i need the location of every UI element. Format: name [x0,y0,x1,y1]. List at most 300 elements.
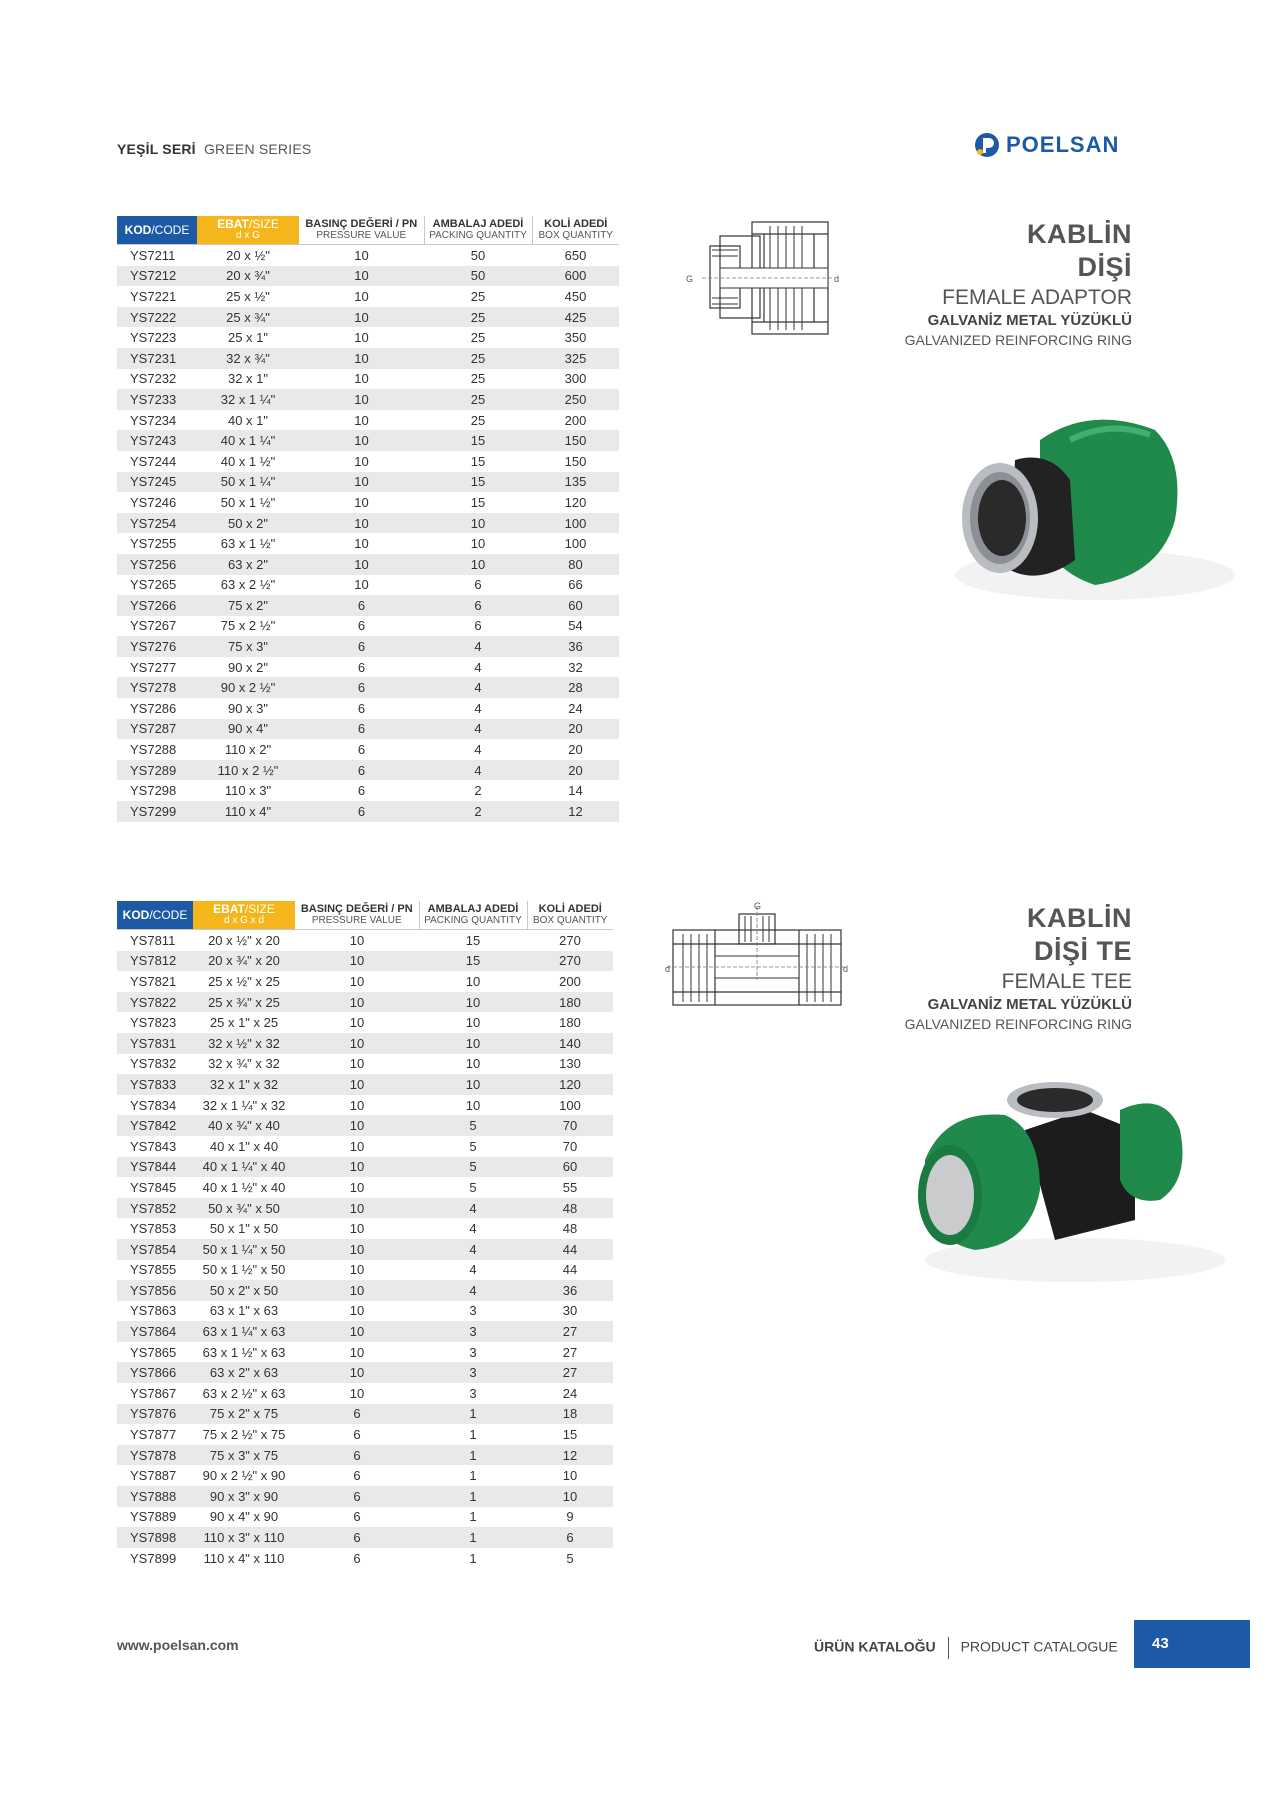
cell-code: YS7899 [130,1550,177,1566]
cell-pack: 15 [424,472,532,493]
cell-pn: 10 [295,1033,419,1054]
cell-code: YS7864 [117,1321,193,1342]
table-row [117,780,619,801]
cell-code: YS7256 [117,554,197,575]
cell-size: 20 x ¾" x 20 [193,951,295,972]
cell-pack: 50 [470,247,486,263]
cell-box: 60 [532,595,619,616]
cell-box: 180 [559,1015,581,1031]
cell-box: 140 [527,1033,613,1054]
cell-pack: 10 [465,1015,481,1031]
cell-box: 14 [568,783,583,799]
cell-code: YS7821 [130,973,177,989]
product2-title2: DİŞİ TE [1033,936,1132,966]
cell-code: YS7855 [130,1262,177,1278]
cell-size: 20 x ½" [226,247,270,263]
cell-pack: 50 [424,266,532,287]
cell-size: 32 x ½" x 32 [193,1033,295,1054]
cell-pn: 6 [295,1486,419,1507]
cell-pack: 4 [419,1239,527,1260]
cell-pack: 4 [474,700,482,716]
cell-box: 10 [562,1468,578,1484]
cell-pn: 6 [357,659,366,675]
cell-size: 63 x 2" x 63 [193,1362,295,1383]
cell-pn: 6 [299,719,424,740]
cell-size: 63 x 1 ½" x 63 [202,1344,286,1360]
cell-pn: 10 [299,554,424,575]
cell-pack: 15 [470,453,486,469]
product1-title2: DİŞİ [1077,252,1132,282]
table-row [117,636,619,657]
cell-size: 90 x 4" x 90 [209,1509,279,1525]
poelsan-logo-icon [974,132,1000,158]
product1-ring-en: GALVANIZED REINFORCING RING [904,332,1132,348]
cell-size: 50 x 1 ½" x 50 [202,1262,286,1278]
cell-pack: 5 [469,1179,477,1195]
cell-box: 10 [527,1486,613,1507]
cell-code: YS7843 [130,1138,177,1154]
cell-code: YS7234 [130,412,177,428]
table-row [117,513,619,534]
col-box: KOLİ ADEDİ BOX QUANTITY [527,901,613,930]
cell-pn: 10 [349,1179,365,1195]
cell-code: YS7246 [130,494,177,510]
cell-pack: 2 [424,801,532,822]
cell-box: 135 [532,472,619,493]
cell-pack: 10 [465,973,481,989]
cell-box: 150 [532,430,619,451]
cell-code: YS7245 [117,472,197,493]
cell-pack: 6 [474,618,482,634]
cell-code: YS7243 [117,430,197,451]
col-box: KOLİ ADEDİ BOX QUANTITY [532,216,619,245]
table-row [117,698,619,719]
table-row [117,1486,613,1507]
table-row [117,1260,613,1281]
cell-box: 48 [562,1221,578,1237]
cell-size: 50 x 1" x 50 [209,1221,279,1237]
cell-size: 40 x ¾" x 40 [193,1115,295,1136]
cell-size: 75 x 2 ½" [220,618,276,634]
table-row [117,801,619,822]
cell-pack: 10 [419,1074,527,1095]
female-tee-drawing [665,900,850,1015]
cell-box: 6 [527,1527,613,1548]
cell-code: YS7288 [130,742,177,758]
dim-g-label: G [754,901,762,911]
cell-pack: 25 [470,330,486,346]
table-row [117,930,613,951]
cell-size: 90 x 4" [197,719,299,740]
cell-box: 20 [532,719,619,740]
product2-title1: KABLİN [1027,903,1132,933]
cell-pn: 10 [349,1138,365,1154]
cell-size: 32 x 1" [227,371,269,387]
cell-pn: 6 [353,1509,361,1525]
cell-size: 50 x 2" x 50 [193,1280,295,1301]
cell-box: 80 [532,554,619,575]
cell-size: 110 x 2" [224,742,272,758]
table-row [117,1074,613,1095]
cell-pack: 3 [419,1321,527,1342]
cell-size: 63 x 1 ¼" x 63 [193,1321,295,1342]
cell-size: 90 x 2" [227,659,269,675]
cell-box: 27 [527,1321,613,1342]
cell-pack: 4 [419,1280,527,1301]
cell-code: YS7877 [130,1427,177,1443]
cell-pack: 15 [470,494,486,510]
cell-box: 32 [568,659,583,675]
cell-code: YS7852 [117,1198,193,1219]
cell-size: 90 x 2 ½" x 90 [202,1468,286,1484]
cell-box: 120 [527,1074,613,1095]
cell-pack: 25 [424,389,532,410]
cell-pn: 6 [299,760,424,781]
cell-size: 75 x 2" x 75 [193,1404,295,1425]
cell-box: 30 [562,1303,578,1319]
cell-pn: 10 [354,412,369,428]
cell-box: 150 [564,453,587,469]
cell-pn: 10 [295,1280,419,1301]
table-row [117,307,619,328]
divider [948,1637,949,1659]
cell-pn: 10 [295,1239,419,1260]
cell-code: YS7888 [117,1486,193,1507]
cell-size: 110 x 4" x 110 [203,1550,285,1566]
cell-size: 50 x 2" [197,513,299,534]
table-row [117,657,619,678]
cell-code: YS7278 [117,677,197,698]
cell-pn: 10 [349,1344,365,1360]
table-row [117,1280,613,1301]
table-row [117,492,619,513]
dim-d-right-label: d [843,964,849,974]
table-row [117,575,619,596]
table-row [117,245,619,266]
table-row [117,266,619,287]
cell-pn: 10 [295,1074,419,1095]
cell-box: 28 [532,677,619,698]
cell-pack: 3 [469,1385,477,1401]
cell-size: 50 x ¾" x 50 [193,1198,295,1219]
cell-pn: 6 [295,1445,419,1466]
cell-pack: 10 [424,554,532,575]
cell-box: 650 [564,247,587,263]
table-row [117,677,619,698]
cell-pack: 1 [469,1550,477,1566]
catalog-tr: ÜRÜN KATALOĞU [814,1638,936,1655]
table-row [117,1115,613,1136]
cell-size: 75 x 2" [197,595,299,616]
cell-size: 50 x 1 ¼" [197,472,299,493]
cell-pack: 10 [419,992,527,1013]
cell-pn: 6 [299,636,424,657]
cell-size: 90 x 2 ½" [197,677,299,698]
table-row [117,1012,613,1033]
table-row [117,1301,613,1322]
col-pn: BASINÇ DEĞERİ / PN PRESSURE VALUE [295,901,419,930]
cell-size: 32 x 1 ¼" x 32 [202,1097,286,1113]
brand-name: POELSAN [1006,132,1120,157]
cell-size: 32 x 1 ¼" [197,389,299,410]
cell-pack: 25 [470,371,486,387]
cell-code: YS7233 [117,389,197,410]
cell-code: YS7831 [117,1033,193,1054]
cell-pn: 6 [353,1427,361,1443]
cell-code: YS7286 [130,700,177,716]
product2-ring-tr: GALVANİZ METAL YÜZÜKLÜ [927,996,1132,1013]
cell-pn: 6 [299,801,424,822]
cell-code: YS7231 [117,348,197,369]
table-row [117,1054,613,1075]
cell-pn: 6 [357,783,366,799]
cell-box: 12 [532,801,619,822]
cell-box: 24 [562,1385,578,1401]
cell-pn: 10 [299,472,424,493]
cell-code: YS7854 [117,1239,193,1260]
cell-pack: 4 [419,1198,527,1219]
cell-pn: 10 [299,307,424,328]
cell-size: 110 x 2 ½" [197,760,299,781]
cell-pack: 1 [419,1404,527,1425]
catalog-label [814,1637,1118,1659]
cell-pn: 10 [349,973,365,989]
cell-pack: 10 [419,1033,527,1054]
cell-code: YS7822 [117,992,193,1013]
cell-code: YS7299 [117,801,197,822]
cell-box: 200 [564,412,587,428]
cell-pack: 1 [469,1509,477,1525]
cell-code: YS7221 [130,288,177,304]
table-row [117,369,619,390]
table-row [117,389,619,410]
cell-size: 75 x 3" x 75 [193,1445,295,1466]
cell-pn: 10 [295,1362,419,1383]
cell-box: 70 [527,1115,613,1136]
table-row [117,533,619,554]
product2-ring-en: GALVANIZED REINFORCING RING [904,1016,1132,1032]
col-kod: KOD/CODE [117,216,197,245]
table-row [117,595,619,616]
cell-pn: 10 [295,1115,419,1136]
cell-code: YS7833 [117,1074,193,1095]
cell-pack: 6 [424,595,532,616]
cell-size: 40 x 1 ¼" x 40 [193,1157,295,1178]
cell-pn: 10 [354,453,369,469]
dim-d-label: d [834,274,840,284]
cell-code: YS7878 [117,1445,193,1466]
product2-title-block [905,902,1132,1033]
cell-pn: 10 [349,1097,365,1113]
table-row [117,1033,613,1054]
cell-pn: 10 [354,577,369,593]
cell-pn: 10 [295,992,419,1013]
cell-box: 27 [527,1362,613,1383]
cell-pn: 10 [349,1056,365,1072]
col-kod: KOD/CODE [117,901,193,930]
cell-pack: 3 [419,1362,527,1383]
cell-code: YS7863 [130,1303,177,1319]
cell-size: 32 x 1" x 32 [193,1074,295,1095]
table-row [117,1218,613,1239]
cell-pack: 4 [469,1221,477,1237]
brand-logo [974,132,1119,158]
product1-ring-tr: GALVANİZ METAL YÜZÜKLÜ [927,312,1132,329]
cell-pack: 1 [469,1427,477,1443]
cell-pn: 6 [357,742,366,758]
cell-pack: 15 [424,430,532,451]
cell-box: 70 [562,1138,578,1154]
cell-box: 20 [532,760,619,781]
table-row [117,1404,613,1425]
cell-pn: 10 [295,1321,419,1342]
website-link[interactable]: www.poelsan.com [117,1637,239,1653]
table-row [117,554,619,575]
cell-box: 15 [562,1427,578,1443]
cell-pack: 25 [424,307,532,328]
table-row [117,1507,613,1528]
product1-title-en: FEMALE ADAPTOR [942,286,1132,309]
cell-size: 25 x 1" x 25 [209,1015,279,1031]
cell-size: 25 x ½" x 25 [208,973,280,989]
table-row [117,1321,613,1342]
cell-size: 63 x 1 ½" [220,536,276,552]
table-row [117,327,619,348]
cell-size: 75 x 2 ½" x 75 [202,1427,286,1443]
cell-pn: 10 [349,1015,365,1031]
table-row [117,1342,613,1363]
series-en: GREEN SERIES [203,141,312,157]
series-tr: YEŞİL SERİ [117,141,196,157]
cell-box: 450 [564,288,587,304]
cell-box: 180 [527,992,613,1013]
table-row [117,410,619,431]
cell-pack: 10 [465,1056,481,1072]
cell-pack: 1 [469,1468,477,1484]
cell-size: 110 x 3" x 110 [193,1527,295,1548]
table-row [117,1177,613,1198]
cell-code: YS7865 [130,1344,177,1360]
cell-pn: 10 [299,266,424,287]
cell-box: 12 [527,1445,613,1466]
cell-size: 25 x 1" [227,330,269,346]
cell-pack: 1 [419,1527,527,1548]
cell-pn: 10 [349,1262,365,1278]
table-row [117,1362,613,1383]
cell-size: 50 x 1 ½" [220,494,276,510]
cell-size: 63 x 2 ½" [220,577,276,593]
cell-pack: 10 [470,536,486,552]
cell-pn: 10 [299,513,424,534]
cell-size: 110 x 4" [197,801,299,822]
cell-code: YS7232 [130,371,177,387]
cell-box: 44 [527,1239,613,1260]
cell-size: 63 x 2" [197,554,299,575]
cell-box: 54 [568,618,583,634]
cell-code: YS7856 [117,1280,193,1301]
cell-code: YS7267 [130,618,177,634]
cell-box: 24 [568,700,583,716]
cell-code: YS7844 [117,1157,193,1178]
table-row [117,1198,613,1219]
catalog-en: PRODUCT CATALOGUE [960,1638,1118,1655]
cell-box: 100 [564,536,587,552]
cell-size: 32 x ¾" x 32 [208,1056,280,1072]
dim-d-left-label: d [665,964,671,974]
cell-code: YS7887 [130,1468,177,1484]
cell-pack: 3 [469,1344,477,1360]
cell-pack: 6 [474,577,482,593]
cell-code: YS7889 [130,1509,177,1525]
female-tee-table [117,901,613,1568]
cell-box: 60 [527,1157,613,1178]
table-row [117,1239,613,1260]
cell-pack: 1 [419,1486,527,1507]
cell-pack: 2 [474,783,482,799]
product1-title-block [905,218,1132,349]
table-row [117,1527,613,1548]
cell-box: 44 [562,1262,578,1278]
cell-box: 20 [568,742,583,758]
cell-pn: 6 [295,1527,419,1548]
product1-title1: KABLİN [1027,219,1132,249]
table-row [117,739,619,760]
col-pn: BASINÇ DEĞERİ / PN PRESSURE VALUE [299,216,424,245]
cell-code: YS7298 [130,783,177,799]
cell-pn: 10 [354,330,369,346]
page-number: 43 [1134,1620,1250,1668]
cell-code: YS7812 [117,951,193,972]
cell-size: 90 x 3" x 90 [193,1486,295,1507]
female-adaptor-drawing [682,216,842,341]
cell-code: YS7876 [117,1404,193,1425]
cell-code: YS7277 [130,659,177,675]
cell-code: YS7276 [117,636,197,657]
cell-pack: 10 [465,1097,481,1113]
cell-pn: 10 [354,536,369,552]
cell-code: YS7811 [130,932,176,948]
cell-pn: 10 [349,1385,365,1401]
cell-box: 36 [532,636,619,657]
cell-box: 300 [564,371,587,387]
table-row [117,1383,613,1404]
table-row [117,971,613,992]
cell-pack: 4 [424,636,532,657]
col-ebat: EBAT/SIZE d x G x d [193,901,295,930]
cell-box: 425 [532,307,619,328]
cell-pn: 10 [354,494,369,510]
cell-pn: 10 [354,288,369,304]
cell-pn: 10 [299,430,424,451]
cell-pack: 15 [465,932,481,948]
female-adaptor-table [117,216,619,822]
cell-size: 25 x ¾" [197,307,299,328]
table-row [117,286,619,307]
cell-pack: 15 [419,951,527,972]
cell-pack: 10 [424,513,532,534]
cell-box: 100 [532,513,619,534]
cell-box: 55 [562,1179,578,1195]
cell-size: 40 x 1 ¼" [197,430,299,451]
cell-code: YS7866 [117,1362,193,1383]
cell-pn: 6 [299,595,424,616]
cell-box: 270 [559,932,581,948]
cell-box: 100 [559,1097,581,1113]
table-row [117,951,613,972]
cell-code: YS7254 [117,513,197,534]
cell-size: 40 x 1" [227,412,269,428]
cell-size: 40 x 1" x 40 [209,1138,279,1154]
